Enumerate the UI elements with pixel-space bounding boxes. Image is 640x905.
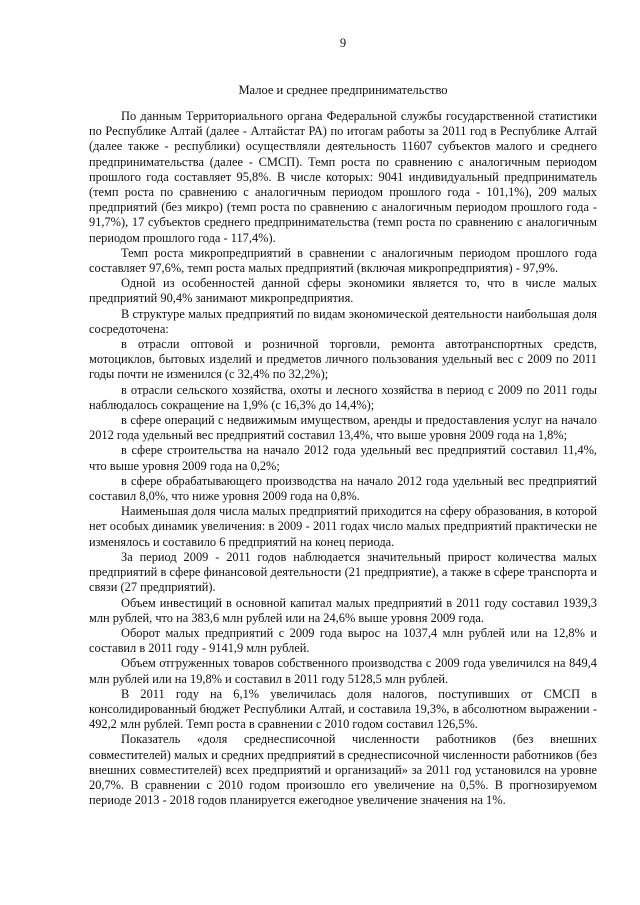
paragraph: В 2011 году на 6,1% увеличилась доля налогов, поступивших от СМСП в консолидированный бюджет Республики Алтай, и составила 19,3%, в абсолютном выражении - 492,2 млн рублей. Темп роста в сравнении с 2010 годом составил 126,5%. bbox=[89, 686, 597, 732]
paragraph: Темп роста микропредприятий в сравнении с аналогичным периодом прошлого года составляет 97,6%, темп роста малых предприятий (включая микропредприятия) - 97,9%. bbox=[89, 245, 597, 276]
paragraph: в сфере обрабатывающего производства на начало 2012 года удельный вес предприятий составил 8,0%, что ниже уровня 2009 года на 0,8%. bbox=[89, 473, 597, 504]
paragraph: Объем отгруженных товаров собственного производства с 2009 года увеличился на 849,4 млн рублей или на 19,8% и составил в 2011 году 5128,5 млн рублей. bbox=[89, 656, 597, 686]
paragraph: в сфере операций с недвижимым имуществом, аренды и предоставления услуг на начало 2012 года удельный вес предприятий составил 13,4%, что выше уровня 2009 года на 1,8%; bbox=[89, 413, 597, 443]
paragraph: По данным Территориального органа Федеральной службы государственной статистики по Республике Алтай (далее - Алтайстат РА) по итогам работы за 2011 год в Республике Алтай (далее также - республики) осуществляли деятельность 11607 субъектов малого и среднего предпринимательства (далее - СМСП). Темп роста по сравнению с аналогичным периодом прошлого года составляет 95,8%. В числе которых: 9041 индивидуальный предприниматель (темп роста по сравнению с аналогичным периодом прошлого года - 101,1%), 209 малых предприятий (без микро) (темп роста по сравнению с аналогичным периодом прошлого года - 91,7%), 17 субъектов среднего предпринимательства (темп роста по сравнению с аналогичным периодом прошлого года - 117,4%). bbox=[89, 109, 597, 245]
paragraph: Наименьшая доля числа малых предприятий приходится на сферу образования, в которой нет особых динамик увеличения: в 2009 - 2011 годах число малых предприятий практически не изменялось и составило 6 предприятий на конец периода. bbox=[89, 504, 597, 549]
section-title: Малое и среднее предпринимательство bbox=[238, 83, 448, 97]
paragraph: Объем инвестиций в основной капитал малых предприятий в 2011 году составил 1939,3 млн рублей, что на 383,6 млн рублей или на 24,6% выше уровня 2009 года. bbox=[89, 595, 597, 625]
paragraph: За период 2009 - 2011 годов наблюдается значительный прирост количества малых предприятий в сфере финансовой деятельности (21 предприятие), а также в сфере транспорта и связи (27 предприятий). bbox=[89, 549, 597, 595]
page-number: 9 bbox=[339, 36, 347, 50]
paragraph: Показатель «доля среднесписочной численности работников (без внешних совместителей) малых и средних предприятий в среднесписочной численности работников (без внешних совместителей) всех предприятий и организаций» за 2011 год установился на уровне 20,7%. В сравнении с 2010 годом произошло его увеличение на 0,5%. В прогнозируемом периоде 2013 - 2018 годов планируется ежегодное увеличение значения на 1%. bbox=[89, 732, 597, 808]
paragraph: в отрасли сельского хозяйства, охоты и лесного хозяйства в период с 2009 по 2011 годы наблюдалось сокращение на 1,9% (с 16,3% до 14,4%); bbox=[89, 382, 597, 412]
paragraph: в сфере строительства на начало 2012 года удельный вес предприятий составил 11,4%, что выше уровня 2009 года на 0,2%; bbox=[89, 443, 597, 473]
paragraph: Одной из особенностей данной сферы экономики является то, что в числе малых предприятий 90,4% занимают микропредприятия. bbox=[89, 276, 597, 306]
paragraph: Оборот малых предприятий с 2009 года вырос на 1037,4 млн рублей или на 12,8% и составил в 2011 году - 9141,9 млн рублей. bbox=[89, 625, 597, 656]
document-body bbox=[89, 109, 597, 808]
paragraph: в отрасли оптовой и розничной торговли, ремонта автотранспортных средств, мотоциклов, бытовых изделий и предметов личного пользования удельный вес с 2009 по 2011 годы почти не изменился (с 32,4% по 32,2%); bbox=[89, 337, 597, 382]
paragraph: В структуре малых предприятий по видам экономической деятельности наибольшая доля сосредоточена: bbox=[89, 306, 597, 336]
